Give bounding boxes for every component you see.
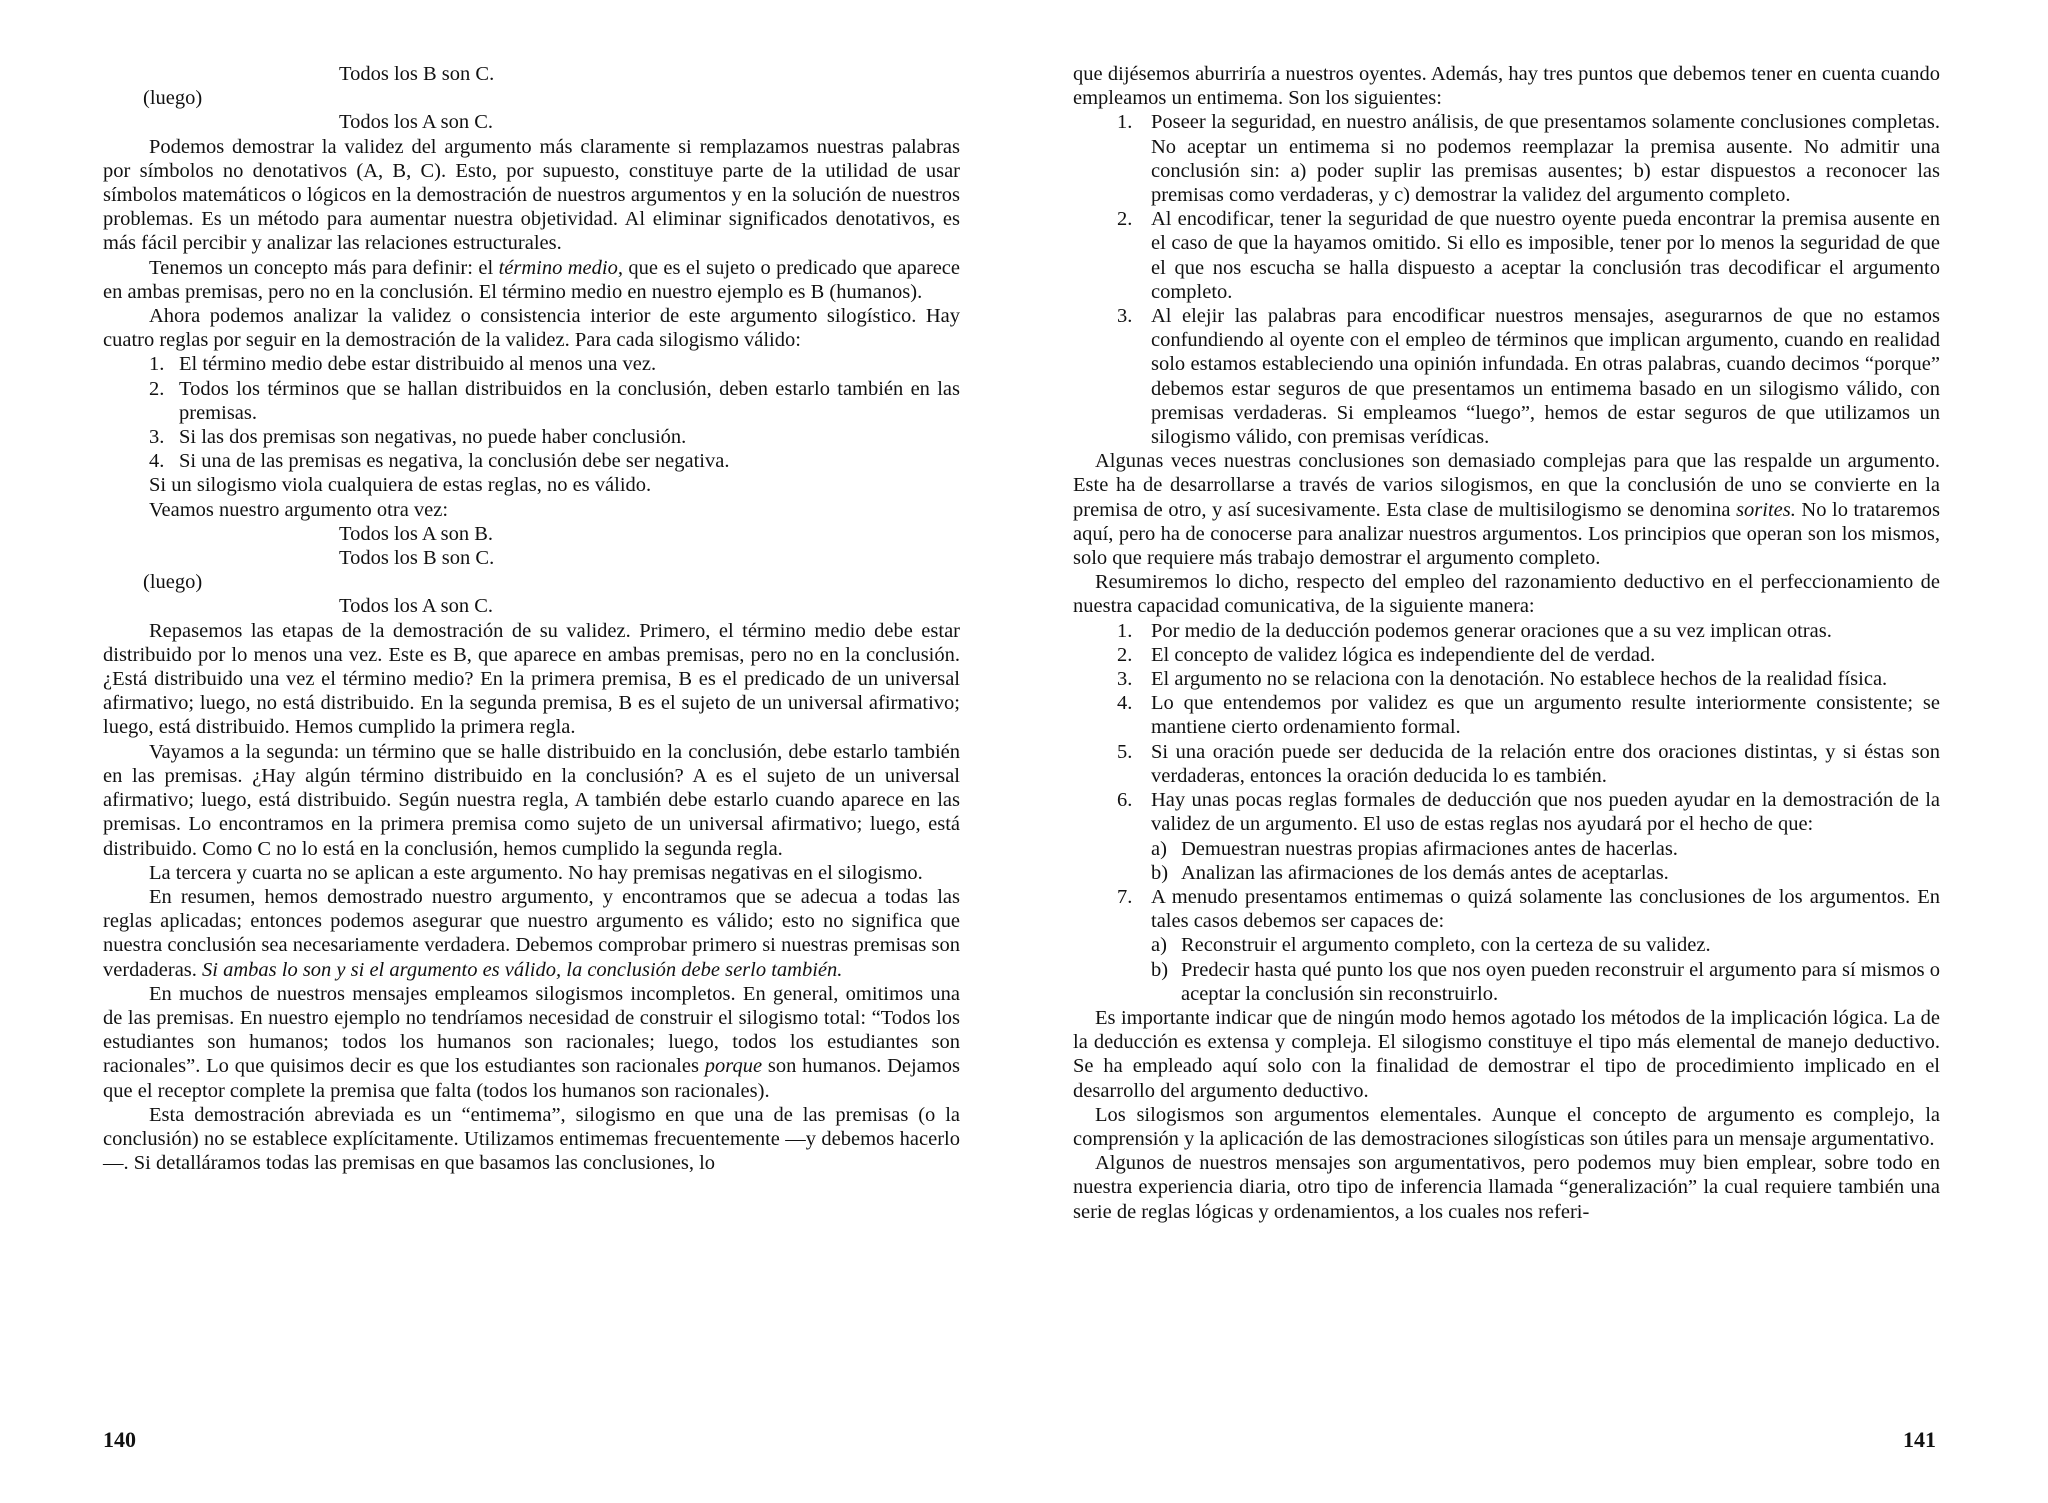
page-number: 141 (1903, 1427, 1936, 1452)
list-text: El argumento no se relaciona con la denotación. No establece hechos de la realidad física. (1151, 668, 1888, 691)
list-number: 1. (149, 353, 165, 376)
sub-text: Reconstruir el argumento completo, con la certeza de su validez. (1181, 934, 1711, 957)
list-text: El concepto de validez lógica es independiente del de verdad. (1151, 643, 1656, 666)
luego-label: (luego) (143, 87, 203, 110)
term-italic: sorites. (1736, 498, 1796, 521)
list-text: A menudo presentamos entimemas o quizá solamente las conclusiones de los argumentos. En tales casos debemos ser capaces de: (1151, 885, 1940, 933)
list-item (1073, 788, 1940, 885)
list-number: 4. (1117, 692, 1133, 715)
paragraph: Algunos de nuestros mensajes son argumentativos, pero podemos muy bien emplear, sobre todo en nuestra experiencia diaria, otro tipo de inferencia llamada “generalización” la cual requiere también una serie de reglas lógicas y ordenamientos, a los cuales nos referi- (1073, 1152, 1940, 1223)
right-page (1073, 62, 1940, 1224)
sub-item (1151, 958, 1940, 1006)
list-number: 2. (1117, 208, 1133, 231)
list-item (103, 425, 960, 449)
paragraph: Si un silogismo viola cualquiera de estas reglas, no es válido. (149, 474, 652, 497)
list-item (1073, 643, 1940, 667)
text-run: son humanos. Dejamos que el receptor complete la premisa que falta (todos los humanos son racionales). (103, 1055, 960, 1102)
paragraph: La tercera y cuarta no se aplican a este argumento. No hay premisas negativas en el silogismo. (149, 861, 923, 884)
list-item (1073, 667, 1940, 691)
list-item (1073, 207, 1940, 304)
italic-word: porque (704, 1055, 763, 1078)
list-text: Si una oración puede ser deducida de la relación entre dos oraciones distintas, y si éstas son verdaderas, entonces la oración deducida lo es también. (1151, 740, 1940, 787)
paragraph: Los silogismos son argumentos elementales. Aunque el concepto de argumento es complejo, la comprensión y la aplicación de las demostraciones silogísticas son útiles para un mensaje argumentativo. (1073, 1103, 1940, 1150)
list-item (103, 449, 960, 473)
list-number: 1. (1117, 111, 1133, 134)
sub-list (1151, 837, 1940, 885)
sub-list (1151, 933, 1940, 1006)
rules-list (103, 352, 960, 473)
list-item (1073, 691, 1940, 739)
list-number: 7. (1117, 885, 1133, 908)
sub-letter: a) (1151, 934, 1167, 957)
sub-text: Demuestran nuestras propias afirmaciones antes de hacerlas. (1181, 837, 1678, 860)
list-number: 2. (1117, 643, 1133, 666)
list-number: 1. (1117, 619, 1133, 642)
left-page (103, 62, 960, 1175)
list-number: 2. (149, 377, 165, 400)
paragraph: Podemos demostrar la validez del argumento más claramente si remplazamos nuestras palabras por símbolos no denotativos (A, B, C). Esto, por supuesto, constituye parte de la utilidad de usar símbolos matemáticos o lógicos en la demostración de nuestros argumentos y en la solución de nuestros problemas. Es un método para aumentar nuestra objetividad. Al eliminar significados denotativos, es más fácil percibir y analizar las relaciones estructurales. (103, 135, 960, 255)
sub-item (1151, 861, 1940, 885)
sub-text: Analizan las afirmaciones de los demás antes de aceptarlas. (1181, 861, 1669, 884)
list-text: Poseer la seguridad, en nuestro análisis, de que presentamos solamente conclusiones completas. No aceptar un entimema si no podemos reemplazar la premisa ausente. No admitir una conclusión sin: a) poder suplir las premisas ausentes; b) estar dispuestos a reconocer las premisas como verdaderas, y c) demostrar la validez del argumento completo. (1151, 111, 1940, 207)
list-text: El término medio debe estar distribuido al menos una vez. (179, 353, 657, 376)
text-run: Tenemos un concepto más para definir: el (149, 256, 499, 279)
list-text: Si una de las premisas es negativa, la conclusión debe ser negativa. (179, 450, 730, 473)
sub-letter: b) (1151, 958, 1169, 981)
list-item (1073, 885, 1940, 1006)
list-item (1073, 304, 1940, 449)
italic-conclusion: Si ambas lo son y si el argumento es válido, la conclusión debe serlo también. (202, 958, 843, 981)
list-text: Por medio de la deducción podemos generar oraciones que a su vez implican otras. (1151, 619, 1832, 642)
formula-premise: Todos los A son B. (339, 522, 494, 545)
list-item (1073, 110, 1940, 207)
points-list (1073, 110, 1940, 449)
list-item (1073, 619, 1940, 643)
list-item (103, 352, 960, 376)
paragraph: Resumiremos lo dicho, respecto del empleo del razonamiento deductivo en el perfeccionamiento de nuestra capacidad comunicativa, de la siguiente manera: (1073, 571, 1940, 618)
summary-list (1073, 619, 1940, 1006)
paragraph: Esta demostración abreviada es un “entimema”, silogismo en que una de las premisas (o la conclusión) no se establece explícitamente. Utilizamos entimemas frecuentemente —y debemos hacerlo—. Si detalláramos todas las premisas en que basamos las conclusiones, lo (103, 1103, 960, 1175)
formula-premise: Todos los B son C. (339, 547, 495, 570)
list-text: Al encodificar, tener la seguridad de que nuestro oyente pueda encontrar la premisa ausente en el caso de que la hayamos omitido. Si ello es imposible, tener por lo menos la seguridad de que el que nos escucha se halla dispuesto a aceptar la conclusión tras decodificar el argumento completo. (1151, 208, 1940, 303)
formula-conclusion: Todos los A son C. (339, 595, 494, 618)
paragraph: Vayamos a la segunda: un término que se halle distribuido en la conclusión, debe estarlo también en las premisas. ¿Hay algún término distribuido en la conclusión? A es el sujeto de un universal afirmativo; luego, está distribuido. Según nuestra regla, A también debe estarlo cuando aparece en las premisas. Lo encontramos en la primera premisa como sujeto de un universal afirmativo; luego, está distribuido. Como C no lo está en la conclusión, hemos cumplido la segunda regla. (103, 740, 960, 860)
text-run: Algunas veces nuestras conclusiones son demasiado complejas para que las respalde un argumento. Este ha de desarrollarse a través de varios silogismos, en que la conclusión de uno se convierte en la premisa de otro, y así sucesivamente. Esta clase de multisilogismo se denomina (1073, 450, 1940, 521)
paragraph (103, 885, 960, 982)
paragraph: Repasemos las etapas de la demostración de su validez. Primero, el término medio debe estar distribuido por lo menos una vez. Este es B, que aparece en ambas premisas, pero no en la conclusión. ¿Está distribuido una vez el término medio? En la primera premisa, B es el predicado de un universal afirmativo; luego, no está distribuido. En la segunda premisa, B es el sujeto de un universal afirmativo; luego, está distribuido. Hemos cumplido la primera regla. (103, 619, 960, 739)
sub-letter: b) (1151, 861, 1169, 884)
paragraph: Ahora podemos analizar la validez o consistencia interior de este argumento silogístico. Hay cuatro reglas por seguir en la demostración de la validez. Para cada silogismo válido: (103, 305, 960, 352)
list-text: Al elejir las palabras para encodificar nuestros mensajes, asegurarnos de que no estamos confundiendo al oyente con el empleo de términos que implican argumento, cuando en realidad solo estamos estableciendo una opinión infundada. En otras palabras, cuando decimos “porque” debemos estar seguros de que presentamos un entimema basado en un silogismo válido, con premisas verdaderas. Si empleamos “luego”, hemos de estar seguros de que utilizamos un silogismo válido, con premisas verídicas. (1151, 305, 1940, 449)
list-text: Todos los términos que se hallan distribuidos en la conclusión, deben estarlo también en las premisas. (179, 377, 960, 424)
formula-premise: Todos los B son C. (339, 63, 495, 85)
list-number: 3. (1117, 668, 1133, 691)
paragraph (1073, 449, 1940, 570)
list-number: 3. (1117, 305, 1133, 328)
formula-conclusion: Todos los A son C. (339, 111, 494, 134)
paragraph (103, 982, 960, 1103)
text-run: que es el sujeto o predicado que aparece en ambas premisas, pero no en la conclusión. El término medio en nuestro ejemplo es B (humanos). (103, 256, 960, 303)
paragraph: Veamos nuestro argumento otra vez: (149, 498, 449, 521)
paragraph: Es importante indicar que de ningún modo hemos agotado los métodos de la implicación lógica. La de la deducción es extensa y compleja. El silogismo constituye el tipo más elemental de manejo deductivo. Se ha empleado aquí solo con la finalidad de demostrar el tipo de procedimiento implicado en el desarrollo del argumento deductivo. (1073, 1006, 1940, 1102)
list-number: 5. (1117, 740, 1133, 763)
text-run: En resumen, hemos demostrado nuestro argumento, y encontramos que se adecua a todas las reglas aplicadas; entonces podemos asegurar que nuestro argumento es válido; esto no significa que nuestra conclusión sea necesariamente verdadera. Debemos comprobar primero si nuestras premisas son verdaderas. (103, 885, 960, 981)
paragraph: que dijésemos aburriría a nuestros oyentes. Además, hay tres puntos que debemos tener en cuenta cuando empleamos un entimema. Son los siguientes: (1073, 63, 1940, 110)
list-item (103, 377, 960, 425)
text-run: En muchos de nuestros mensajes empleamos silogismos incompletos. En general, omitimos una de las premisas. En nuestro ejemplo no tendríamos necesidad de construir el silogismo total: “Todos los estudiantes son humanos; todos los humanos son racionales; luego, todos los estudiantes son racionales”. Lo que quisimos decir es que los estudiantes son racionales (103, 982, 960, 1078)
sub-letter: a) (1151, 837, 1167, 860)
list-text: Lo que entendemos por validez es que un argumento resulte interiormente consistente; se mantiene cierto ordenamiento formal. (1151, 692, 1940, 739)
sub-text: Predecir hasta qué punto los que nos oyen pueden reconstruir el argumento para sí mismos o aceptar la conclusión sin reconstruirlo. (1181, 958, 1940, 1005)
list-text: Hay unas pocas reglas formales de deducción que nos pueden ayudar en la demostración de la validez de un argumento. El uso de estas reglas nos ayudará por el hecho de que: (1151, 789, 1940, 836)
sub-item (1151, 933, 1940, 957)
list-number: 3. (149, 426, 165, 449)
paragraph (103, 256, 960, 304)
page-number: 140 (103, 1427, 136, 1452)
term-italic: término medio, (498, 256, 623, 279)
sub-item (1151, 837, 1940, 861)
luego-label: (luego) (143, 571, 203, 594)
list-text: Si las dos premisas son negativas, no puede haber conclusión. (179, 426, 687, 449)
list-item (1073, 740, 1940, 788)
list-number: 6. (1117, 789, 1133, 812)
list-number: 4. (149, 450, 165, 473)
text-run: No lo trataremos aquí, pero ha de conocerse para analizar nuestros argumentos. Los principios que operan son los mismos, solo que requiere más trabajo demostrar el argumento completo. (1073, 498, 1940, 570)
